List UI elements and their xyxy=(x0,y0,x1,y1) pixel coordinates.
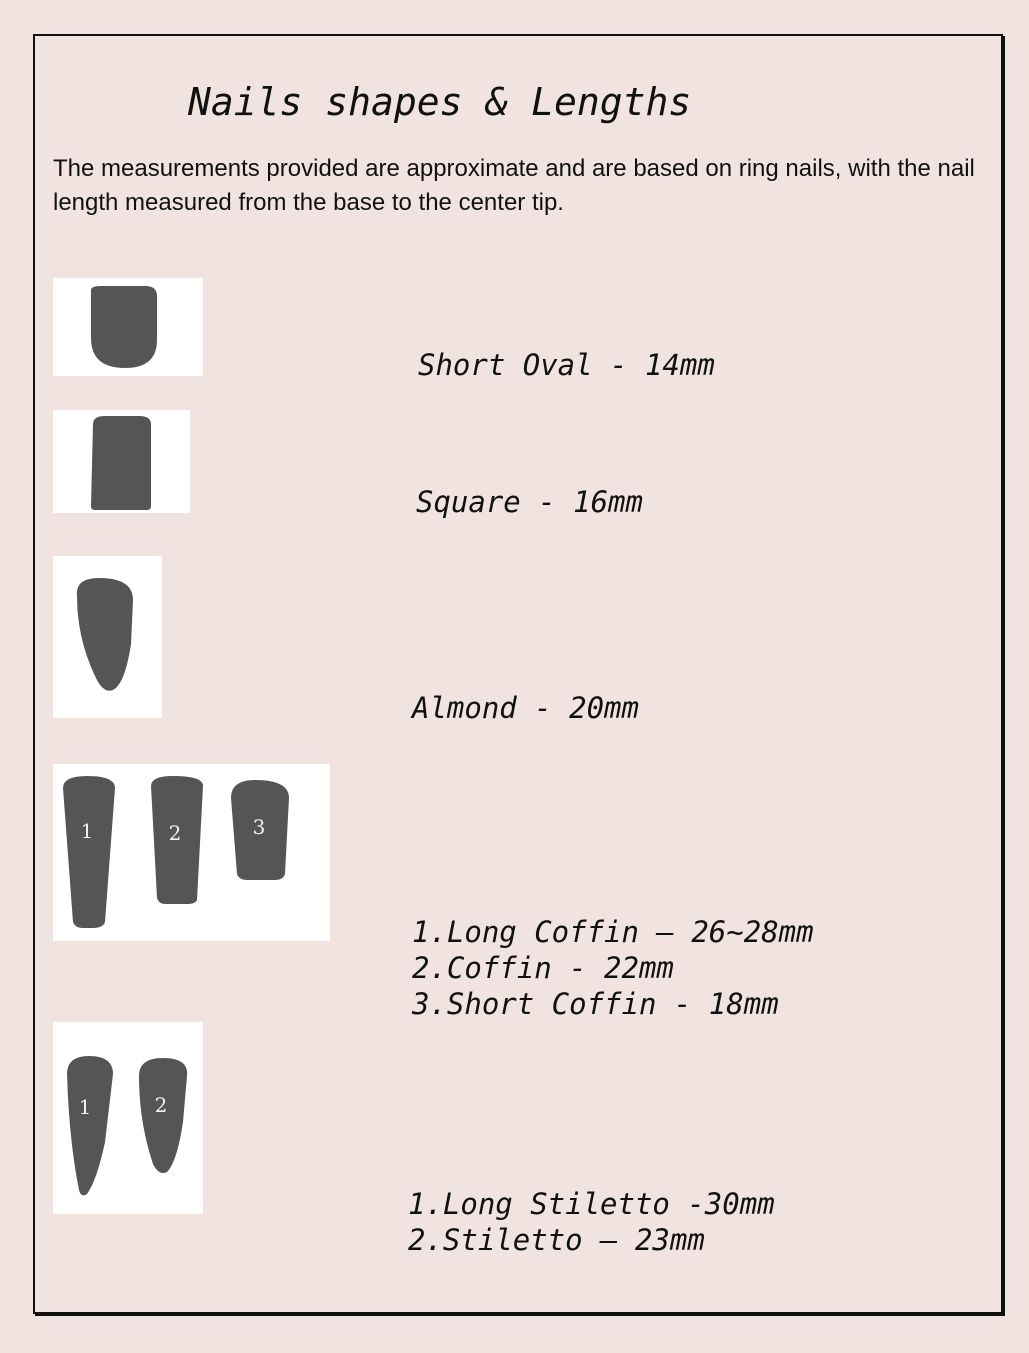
coffin-marker-1: 1 xyxy=(80,819,94,843)
almond-nail-image xyxy=(53,556,162,718)
shape-line: 1.Long Coffin – 26~28mm xyxy=(412,915,814,949)
coffin-nails-image xyxy=(53,764,330,941)
stiletto-nails-image xyxy=(53,1022,203,1214)
shape-line: Short Oval - 14mm xyxy=(418,348,715,382)
intro-text: The measurements provided are approximate and are based on ring nails, with the nail length measured from the base to the center tip. xyxy=(53,155,975,216)
shape-line: 2.Coffin - 22mm xyxy=(412,951,674,985)
shape-line: 1.Long Stiletto -30mm xyxy=(408,1187,775,1221)
coffin-marker-2: 2 xyxy=(168,821,182,845)
almond-label xyxy=(412,690,639,726)
page-title: Nails shapes & Lengths xyxy=(188,80,692,124)
stiletto-labels xyxy=(408,1186,775,1258)
short-oval-nail-image xyxy=(53,278,203,376)
shape-line: 2.Stiletto – 23mm xyxy=(408,1223,705,1257)
shape-line: 3.Short Coffin - 18mm xyxy=(412,987,779,1021)
stiletto-marker-2: 2 xyxy=(154,1093,168,1117)
coffin-marker-3: 3 xyxy=(252,815,266,839)
square-label xyxy=(416,484,643,520)
short-oval-label xyxy=(418,347,715,383)
shape-line: Almond - 20mm xyxy=(412,691,639,725)
square-nail-image xyxy=(53,410,190,513)
stiletto-marker-1: 1 xyxy=(78,1095,92,1119)
shape-line: Square - 16mm xyxy=(416,485,643,519)
coffin-labels xyxy=(412,914,814,1022)
